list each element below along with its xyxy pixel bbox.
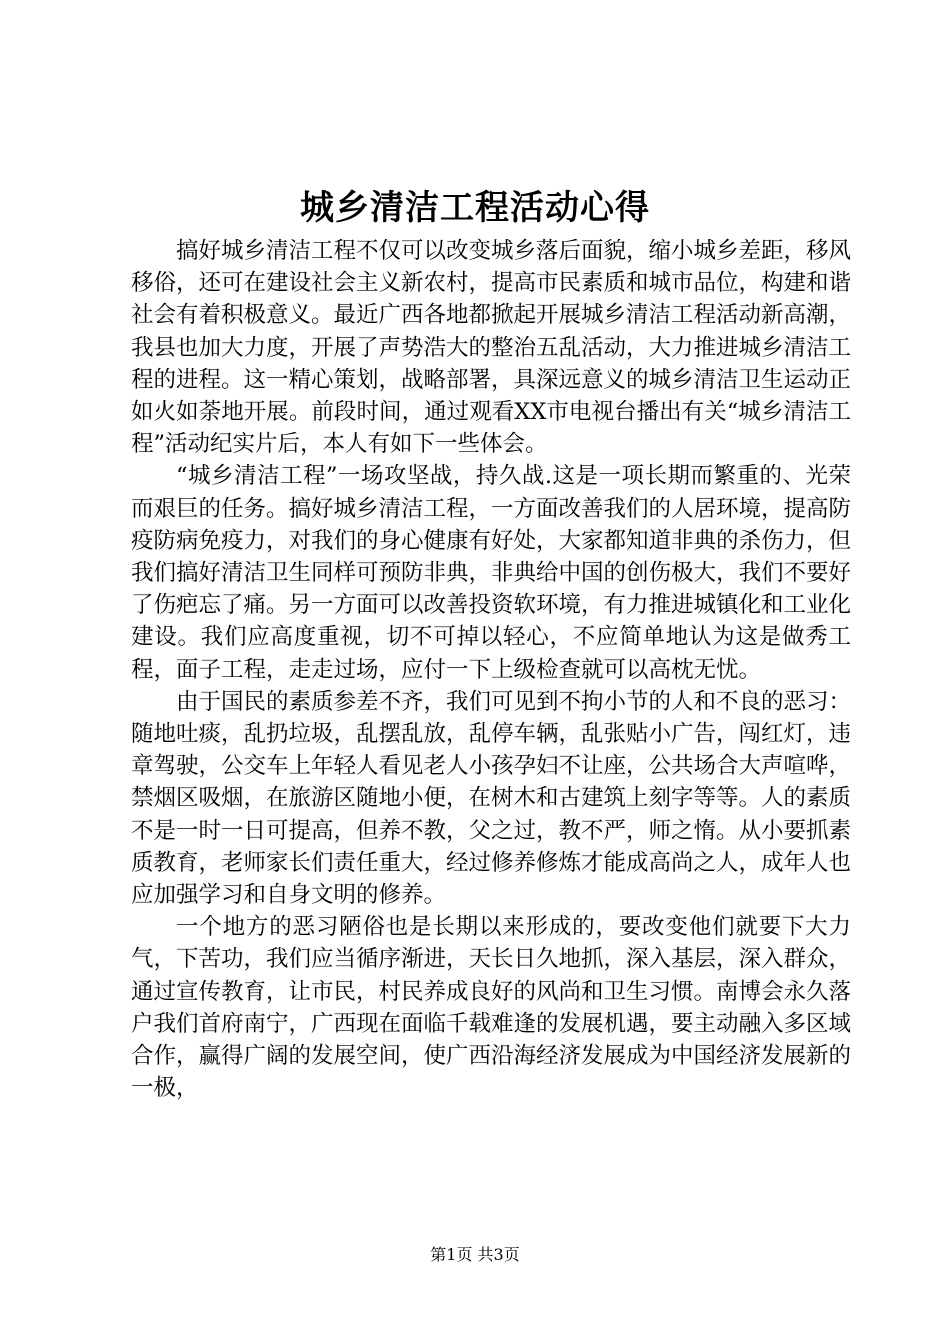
paragraph-4: 一个地方的恶习陋俗也是长期以来形成的，要改变他们就要下大力气，下苦功，我们应当循序渐进，天长日久地抓，深入基层，深入群众，通过宣传教育，让市民，村民养成良好的风尚和卫生习惯。南博会永久落户我们首府南宁，广西现在面临千载难逢的发展机遇，要主动融入多区域合作，赢得广阔的发展空间，使广西沿海经济发展成为中国经济发展新的一极， [131, 914, 852, 1102]
paragraph-3: 由于国民的素质参差不齐，我们可见到不拘小节的人和不良的恶习：随地吐痰，乱扔垃圾，乱摆乱放，乱停车辆，乱张贴小广告，闯红灯，违章驾驶，公交车上年轻人看见老人小孩孕妇不让座，公共场合大声喧哗，禁烟区吸烟，在旅游区随地小便，在树木和古建筑上刻字等等。人的素质不是一时一日可提高，但养不教，父之过，教不严，师之惰。从小要抓素质教育，老师家长们责任重大，经过修养修炼才能成高尚之人，成年人也应加强学习和自身文明的修养。 [131, 688, 852, 909]
document-body [131, 235, 851, 1104]
page-number-footer: 第1页 共3页 [430, 1245, 520, 1264]
document-title: 城乡清洁工程活动心得 [300, 188, 650, 228]
paragraph-1: 搞好城乡清洁工程不仅可以改变城乡落后面貌，缩小城乡差距，移风移俗，还可在建设社会主义新农村，提高市民素质和城市品位，构建和谐社会有着积极意义。最近广西各地都掀起开展城乡清洁工程活动新高潮，我县也加大力度，开展了声势浩大的整治五乱活动，大力推进城乡清洁工程的进程。这一精心策划，战略部署，具深远意义的城乡清洁卫生运动正如火如荼地开展。前段时间，通过观看XX市电视台播出有关“城乡清洁工程”活动纪实片后，本人有如下一些体会。 [131, 238, 852, 458]
paragraph-2: “城乡清洁工程”一场攻坚战，持久战.这是一项长期而繁重的、光荣而艰巨的任务。搞好城乡清洁工程，一方面改善我们的人居环境，提高防疫防病免疫力，对我们的身心健康有好处，大家都知道非典的杀伤力，但我们搞好清洁卫生同样可预防非典，非典给中国的创伤极大，我们不要好了伤疤忘了痛。另一方面可以改善投资软环境，有力推进城镇化和工业化建设。我们应高度重视，切不可掉以轻心，不应简单地认为这是做秀工程，面子工程，走走过场，应付一下上级检查就可以高枕无忧。 [131, 463, 852, 683]
